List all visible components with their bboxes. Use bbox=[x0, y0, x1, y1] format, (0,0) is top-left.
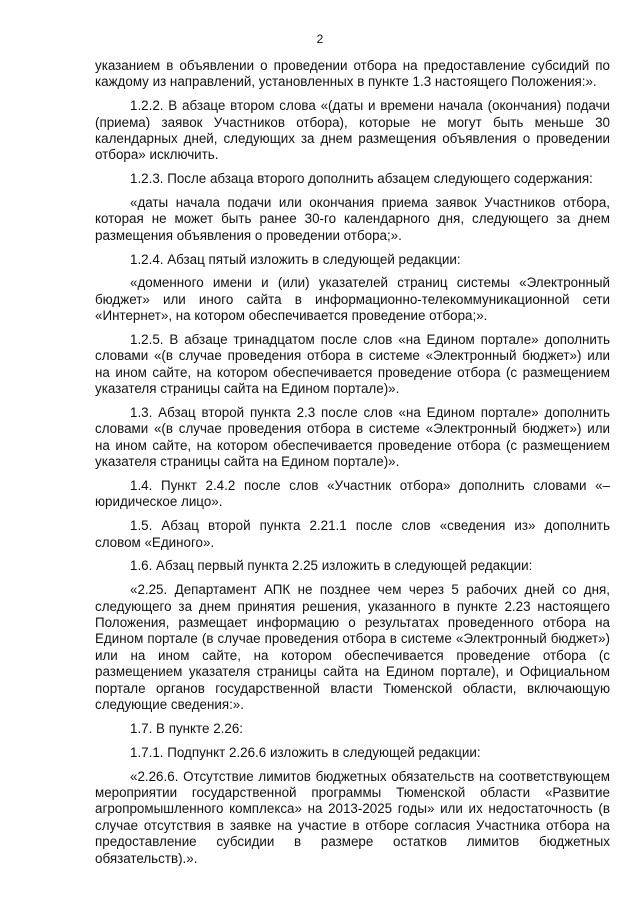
paragraph-1-2-4: 1.2.4. Абзац пятый изложить в следующей редакции: bbox=[130, 251, 461, 267]
paragraph-quote-domain: «доменного имени и (или) указателей страниц системы «Электронный бюджет» или иного сайта в информационно-телекоммуникационной сети «Интернет», на котором обеспечивается проведение отбора;». bbox=[95, 275, 610, 324]
paragraph-1-6: 1.6. Абзац первый пункта 2.25 изложить в следующей редакции: bbox=[130, 558, 533, 574]
paragraph-1-5: 1.5. Абзац второй пункта 2.21.1 после слов «сведения из» дополнить словом «Единого». bbox=[95, 518, 610, 550]
paragraph-1-2-3: 1.2.3. После абзаца второго дополнить абзацем следующего содержания: bbox=[130, 171, 593, 187]
paragraph-1-2-2: 1.2.2. В абзаце втором слова «(даты и времени начала (окончания) подачи (приема) заявок Участников отбора), которые не могут быть меньше 30 календарных дней, следующих за днем размещения объявления о проведении отбора» исключить. bbox=[95, 98, 610, 163]
paragraph-1-2-5: 1.2.5. В абзаце тринадцатом после слов «на Едином портале» дополнить словами «(в случае проведения отбора в системе «Электронный бюджет») или на ином сайте, на котором обеспечивается проведение отбора (с размещением указателя страницы сайта на Едином портале)». bbox=[95, 332, 610, 397]
paragraph-1-3: 1.3. Абзац второй пункта 2.3 после слов «на Едином портале» дополнить словами «(в случае проведения отбора в системе «Электронный бюджет») или на ином сайте, на котором обеспечивается проведение отбора (с размещением указателя страницы сайта на Едином портале)». bbox=[95, 405, 610, 470]
paragraph-1-4: 1.4. Пункт 2.4.2 после слов «Участник отбора» дополнить словами «– юридическое лицо». bbox=[95, 478, 610, 510]
paragraph-quote-dates: «даты начала подачи или окончания приема заявок Участников отбора, которая не может быть ранее 30-го календарного дня, следующего за днем размещения объявления о проведении отбора;». bbox=[95, 195, 610, 243]
page-number: 2 bbox=[316, 32, 324, 46]
paragraph-quote-2-26-6: «2.26.6. Отсутствие лимитов бюджетных обязательств на соответствующем мероприятии государственной программы Тюменской области «Развитие агропромышленного комплекса» на 2013-2025 годы» или их недостаточность (в случае отсутствия в заявке на участие в отборе согласия Участника отбора на предоставление субсидии в размере остатков лимитов бюджетных обязательств).». bbox=[95, 768, 610, 866]
document-body bbox=[95, 58, 610, 874]
paragraph-continuation: указанием в объявлении о проведении отбора на предоставление субсидий по каждому из направлений, установленных в пункте 1.3 настоящего Положения:». bbox=[95, 58, 610, 90]
paragraph-1-7-1: 1.7.1. Подпункт 2.26.6 изложить в следующей редакции: bbox=[130, 744, 481, 760]
paragraph-1-7: 1.7. В пункте 2.26: bbox=[130, 720, 243, 736]
paragraph-quote-2-25: «2.25. Департамент АПК не позднее чем через 5 рабочих дней со дня, следующего за днем принятия решения, указанного в пункте 2.23 настоящего Положения, размещает информацию о результатах проведенного отбора на Едином портале (в случае проведения отбора в системе «Электронный бюджет») или на ином сайте, на котором обеспечивается проведение отбора (с размещением указателя страницы сайта на Едином портале), и Официальном портале органов государственной власти Тюменской области, включающую следующие сведения:». bbox=[95, 582, 610, 713]
